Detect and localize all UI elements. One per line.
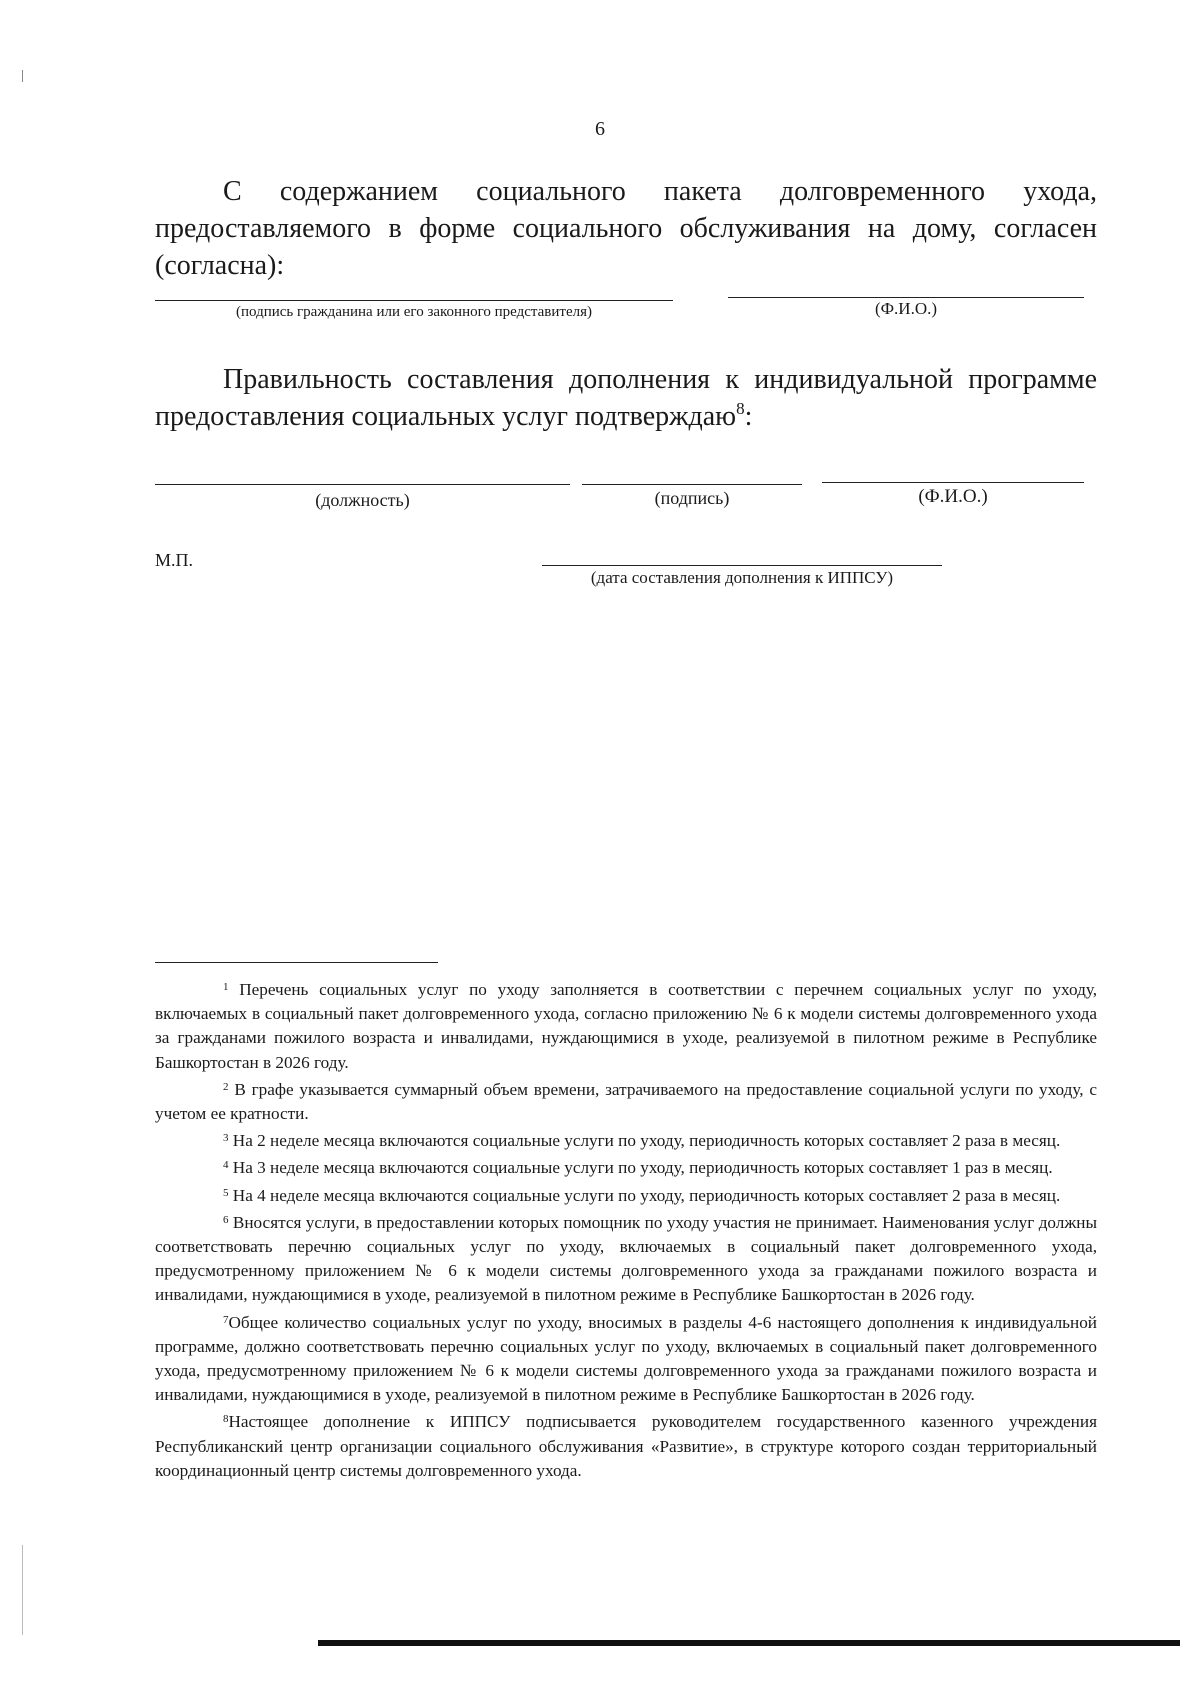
citizen-signature-caption: (подпись гражданина или его законного представителя) (235, 304, 593, 320)
footnote-5: $^5$ На 4 неделе месяца включаются социальные услуги по уходу, периодичность которых составляет 2 раза в месяц. (223, 1185, 1061, 1205)
footnote-7: $^7$Общее количество социальных услуг по уходу, вносимых в разделы 4-6 настоящего дополнения к индивидуальной программе, должно соответствовать перечню социальных услуг по уходу, включаемых в социальный пакет долговременного ухода, предусмотренному приложением № 6 к модели системы долговременного ухода за гражданами пожилого возраста и инвалидами, нуждающимися в уходе, реализуемой в пилотном режиме в Республике Башкортостан в 2026 году. (155, 1312, 1097, 1405)
footnote-8: $^8$Настоящее дополнение к ИППСУ подписывается руководителем государственного казенного учреждения Республиканский центр организации социального обслуживания «Развитие», в структуре которого создан территориальный координационный центр системы долговременного ухода. (155, 1412, 1097, 1480)
footnotes (155, 978, 1097, 1486)
page-number: 6 (595, 118, 605, 140)
agreement-text: С содержанием социального пакета долговременного ухода, предоставляемого в форме социального обслуживания на дому, согласен (согласна): (155, 176, 1097, 281)
position-line (155, 484, 570, 485)
official-name-caption: (Ф.И.О.) (918, 486, 988, 507)
footnote-4: $^4$ На 3 неделе месяца включаются социальные услуги по уходу, периодичность которых составляет 1 раз в месяц. (223, 1158, 1053, 1178)
scan-edge-bar (318, 1640, 1180, 1646)
confirmation-body: Правильность составления дополнения к индивидуальной программе предоставления социальных услуг подтверждаю (155, 364, 1097, 432)
citizen-signature-line (155, 300, 673, 301)
footnote-1: $^1$ Перечень социальных услуг по уходу заполняется в соответствии с перечнем социальных услуг по уходу, включаемых в социальный пакет долговременного ухода, согласно приложению № 6 к модели системы долговременного ухода за гражданами пожилого возраста и инвалидами, нуждающимися в уходе, реализуемой в пилотном режиме в Республике Башкортостан в 2026 году. (155, 980, 1097, 1072)
confirmation-colon: : (744, 401, 753, 432)
signature-caption: (подпись) (654, 488, 730, 508)
position-caption: (должность) (315, 490, 410, 510)
citizen-name-line (728, 297, 1084, 298)
confirmation-text (155, 361, 1097, 435)
stamp-placeholder: М.П. (155, 550, 194, 570)
footnote-ref: 8 (736, 399, 745, 418)
scan-artifact (22, 1545, 23, 1635)
date-caption: (дата составления дополнения к ИППСУ) (590, 568, 894, 587)
footnote-2: $^2$ В графе указывается суммарный объем времени, затрачиваемого на предоставление социальной услуги по уходу, с учетом ее кратности. (155, 1079, 1098, 1124)
signature-line (582, 484, 802, 485)
official-name-line (822, 482, 1084, 483)
date-line (542, 565, 942, 566)
citizen-name-caption: (Ф.И.О.) (874, 299, 938, 318)
footnote-3: $^3$ На 2 неделе месяца включаются социальные услуги по уходу, периодичность которых составляет 2 раза в месяц. (223, 1131, 1061, 1151)
scan-artifact (22, 70, 23, 82)
footnote-separator (155, 962, 438, 963)
footnote-6: $^6$ Вносятся услуги, в предоставлении которых помощник по уходу участия не принимает. Наименования услуг должны соответствовать перечню социальных услуг по уходу, включаемых в социальный пакет долговременного ухода, предусмотренному приложением № 6 к модели системы долговременного ухода за гражданами пожилого возраста и инвалидами, нуждающимися в уходе, реализуемой в пилотном режиме в Республике Башкортостан в 2026 году. (155, 1212, 1097, 1305)
